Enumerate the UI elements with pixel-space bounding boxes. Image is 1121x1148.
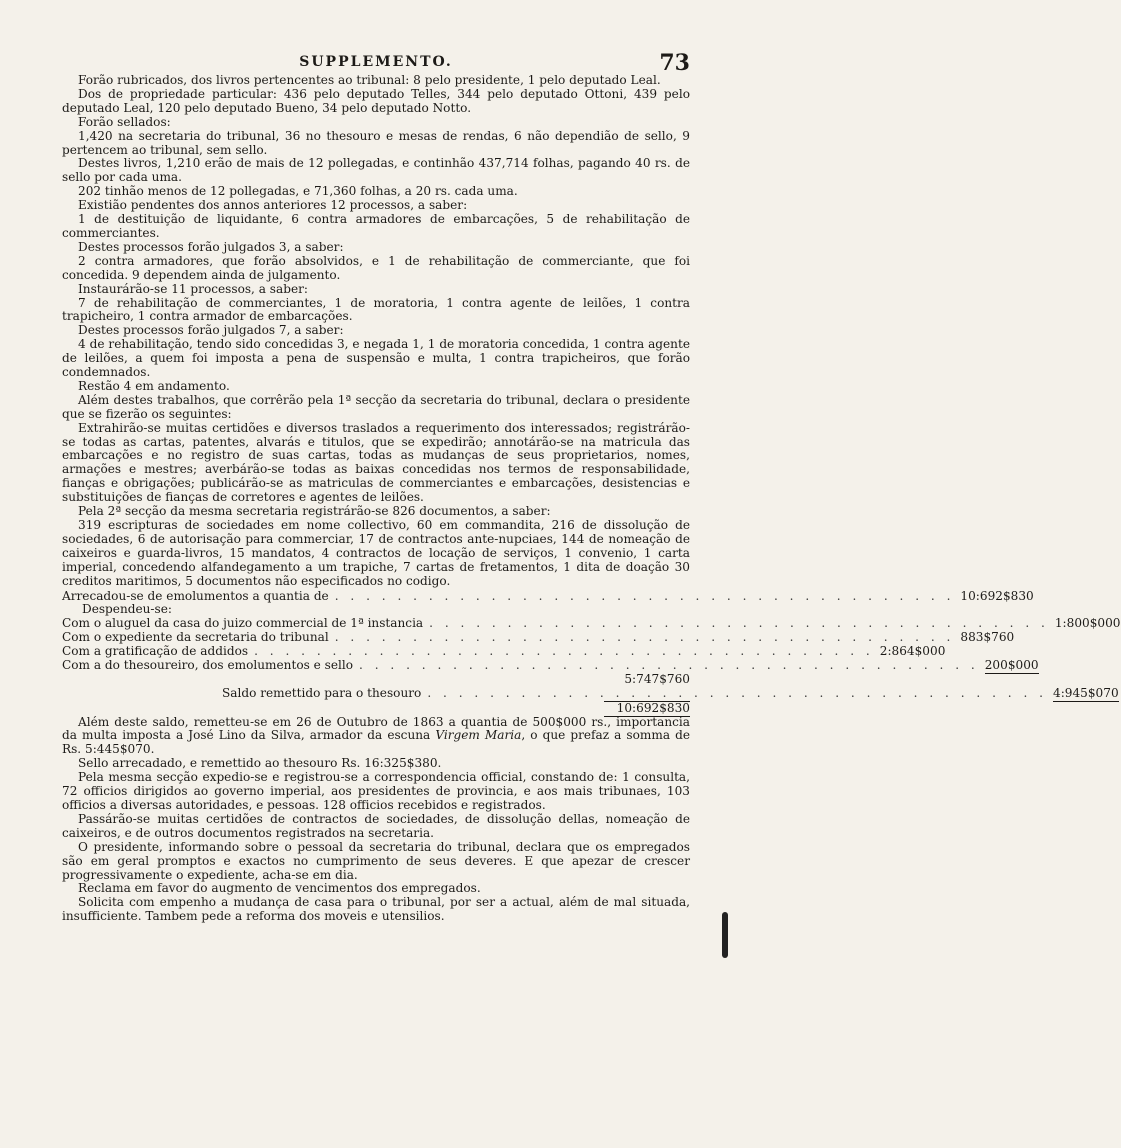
ledger-label: Com o aluguel da casa do juizo commercial de 1ª instancia (62, 616, 424, 631)
paragraph: Extrahirão-se muitas certidões e diversos traslados a requerimento dos interessados; registrárão-se todas as cartas, patentes, alvarás e titulos, que se expedirão; annotárão-se na matricula das embarcações e no registro de suas cartas, todas as mudanças de seus proprietarios, nomes, armações e mestres; averbárão-se todas as baixas concedidas nos termos de responsabilidade, fianças e obrigações; publicárão-se as matriculas de commerciantes e embarcações, desistencias e substituições de fianças de corretores e agentes de leilões. (62, 420, 690, 505)
ledger-amount: 4:945$070 (1053, 685, 1119, 700)
page-header (62, 40, 690, 74)
ledger-amount: 10:692$830 (960, 588, 1034, 603)
paragraph: O presidente, informando sobre o pessoal da secretaria do tribunal, declara que os empregados são em geral promptos e exactos no cumprimento de seus deveres. E que apezar de crescer progressivamente o expediente, acha-se em dia. (62, 839, 690, 882)
leader-dots: . . . . . . . . . . . . . . . . . . . . . . . . . . . . . . . . . . . . . . . . (429, 616, 1049, 631)
paragraph: 2 contra armadores, que forão absolvidos, e 1 de rehabilitação de commerciante, que foi concedida. 9 dependem ainda de julgamento. (62, 253, 690, 282)
ledger-amount: 2:864$000 (879, 644, 946, 659)
paragraph: 4 de rehabilitação, tendo sido concedidas 3, e negada 1, 1 de moratoria concedida, 1 contra agente de leilões, a quem foi imposta a pena de suspensão e multa, 1 contra trapicheiros, que forão condemnados. (62, 337, 690, 380)
leader-dots: . . . . . . . . . . . . . . . . . . . . . . . . . . . . . . . . . . . . . . . . (334, 588, 955, 603)
page-number: 73 (659, 50, 690, 76)
paragraph: Forão rubricados, dos livros pertencentes ao tribunal: 8 pelo presidente, 1 pelo deputado Leal. (78, 73, 661, 87)
paragraph: Reclama em favor do augmento de vencimentos dos empregados. (78, 881, 481, 896)
ledger-subtotal: 5:747$760 (624, 671, 690, 686)
paragraph: Instaurárão-se 11 processos, a saber: (78, 281, 308, 296)
paragraph: Sello arrecadado, e remettido ao thesouro Rs. 16:325$380. (78, 756, 442, 771)
ledger-amount: 200$000 (984, 657, 1039, 672)
ledger-label: Com a do thesoureiro, dos emolumentos e sello (62, 657, 354, 672)
ledger-total: 10:692$830 (604, 701, 690, 717)
paragraph: Forão sellados: (78, 114, 171, 129)
paragraph: Restão 4 em andamento. (78, 378, 230, 393)
ledger-row-item (62, 644, 946, 659)
ledger-amount: 883$760 (960, 630, 1015, 645)
ledger-label: Com o expediente da secretaria do tribunal (62, 630, 329, 645)
ledger-row-saldo (62, 685, 1119, 701)
leader-dots: . . . . . . . . . . . . . . . . . . . . . . . . . . . . . . . . . . . . . . . . (427, 685, 1048, 700)
paragraph: 319 escripturas de sociedades em nome collectivo, 60 em commandita, 216 de dissolução de sociedades, 6 de autorisação para commerciar, 17 de contractos ante-nupciaes, 144 de nomeação de caixeiros e guarda-livros, 15 mandatos, 4 contractos de locação de serviços, 1 convenio, 1 carta imperial, concedendo alfandegamento a um trapiche, 7 cartas de fretamentos, 1 dita de doação 30 creditos maritimos, 5 documentos não especificados no codigo. (62, 518, 690, 588)
accounts-ledger (62, 588, 1121, 715)
leader-dots: . . . . . . . . . . . . . . . . . . . . . . . . . . . . . . . . . . . . . . . . (334, 630, 955, 645)
page-edge-mark (722, 912, 728, 958)
paragraph: Passárão-se muitas certidões de contractos de sociedades, de dissolução dellas, nomeação de caixeiros, e de outros documentos registrados na secretaria. (62, 811, 690, 840)
paragraph: Destes livros, 1,210 erão de mais de 12 pollegadas, e continhão 437,714 folhas, pagando 40 rs. de sello por cada uma. (62, 156, 690, 185)
ledger-row-item (62, 616, 1121, 631)
paragraph: Solicita com empenho a mudança de casa para o tribunal, por ser a actual, além de mal situada, insufficiente. Tambem pede a reforma dos moveis e utensilios. (62, 895, 690, 924)
ledger-row-item (62, 630, 1015, 645)
ledger-row-total (62, 701, 690, 715)
leader-dots: . . . . . . . . . . . . . . . . . . . . . . . . . . . . . . . . . . . . . . . . (359, 657, 979, 672)
ledger-row-despendeu (62, 603, 690, 617)
ledger-row-item (62, 657, 1039, 673)
running-title: SUPPLEMENTO. (299, 54, 453, 70)
paragraph: Dos de propriedade particular: 436 pelo deputado Telles, 344 pelo deputado Ottoni, 439 pelo deputado Leal, 120 pelo deputado Bueno, 34 pelo deputado Notto. (62, 86, 690, 115)
paragraph: Destes processos forão julgados 3, a saber: (78, 239, 344, 254)
paragraph: Além destes trabalhos, que corrêrão pela 1ª secção da secretaria do tribunal, declara o presidente que se fizerão os seguintes: (62, 392, 690, 421)
leader-dots: . . . . . . . . . . . . . . . . . . . . . . . . . . . . . . . . . . . . . . . . (254, 644, 874, 659)
paragraph: Destes processos forão julgados 7, a saber: (78, 323, 344, 338)
paragraph: 1 de destituição de liquidante, 6 contra armadores de embarcações, 5 de rehabilitação de commerciantes. (62, 212, 690, 240)
ledger-row-subtotal (62, 673, 690, 687)
page-body (62, 73, 1121, 924)
paragraph: Pela 2ª secção da mesma secretaria registrárão-se 826 documentos, a saber: (78, 504, 551, 519)
paragraph: 1,420 na secretaria do tribunal, 36 no thesouro e mesas de rendas, 6 não dependião de sello, 9 pertencem ao tribunal, sem sello. (62, 128, 690, 157)
paragraph: Pela mesma secção expedio-se e registrou-se a correspondencia official, constando de: 1 consulta, 72 officios dirigidos ao governo imperial, aos presidentes de provincia, e aos mais tribunaes, 103 officios a diversas autoridades, e pessoas. 128 officios recebidos e registrados. (62, 770, 690, 812)
ship-name: Virgem Maria (435, 728, 522, 743)
ledger-label: Saldo remettido para o thesouro (222, 685, 422, 700)
paragraph: 202 tinhão menos de 12 pollegadas, e 71,360 folhas, a 20 rs. cada uma. (78, 184, 518, 199)
ledger-amount: 1:800$000 (1054, 616, 1121, 631)
paragraph-text: Além deste saldo, remetteu-se em 26 de Outubro de 1863 a quantia de 500$000 rs., importancia da multa imposta a José Lino da Silva, armador da escuna (62, 714, 690, 743)
ledger-label: Com a gratificação de addidos (62, 644, 249, 659)
paragraph-text: , o que prefaz a somma de Rs. 5:445$070. (62, 728, 690, 757)
ledger-row-arrecadou (62, 588, 1034, 604)
ledger-label: Despendeu-se: (82, 602, 172, 617)
ledger-label: Arrecadou-se de emolumentos a quantia de (62, 588, 329, 603)
paragraph: 7 de rehabilitação de commerciantes, 1 de moratoria, 1 contra agente de leilões, 1 contra trapicheiro, 1 contra armador de embarcações. (62, 295, 690, 324)
paragraph: Existião pendentes dos annos anteriores 12 processos, a saber: (78, 198, 468, 213)
paragraph (62, 716, 690, 758)
